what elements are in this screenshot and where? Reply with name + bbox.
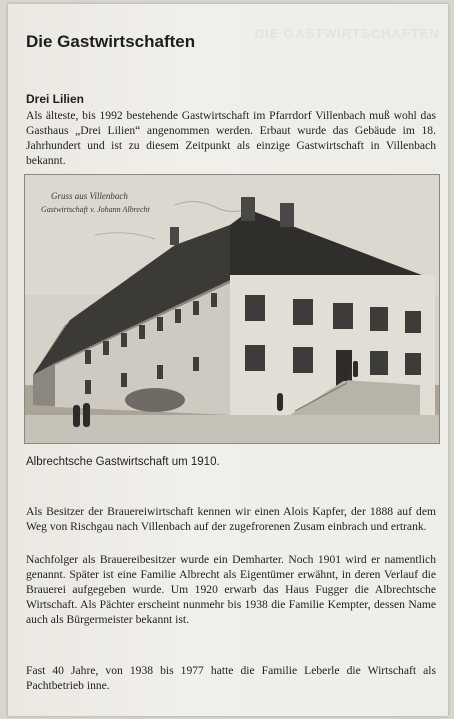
book-page (8, 4, 448, 716)
intro-paragraph: Als älteste, bis 1992 bestehende Gastwirtschaft im Pfarrdorf Villenbach muß wohl das Gasthaus „Drei Lilien“ angenommen werden. Erbaut wurde das Gebäude im 18. Jahrhundert und ist zu diesem Zeitpunkt als einzige Gastwirtschaft in Villenbach bekannt. (26, 109, 436, 167)
photo-caption: Albrechtsche Gastwirtschaft um 1910. (26, 456, 220, 468)
section-heading: Drei Lilien (26, 92, 85, 106)
show-through-text: DIE GASTWIRTSCHAFTEN (254, 26, 440, 41)
paragraph-2: Nachfolger als Brauereibesitzer wurde ein Demharter. Noch 1901 wird er namentlich genannt. Später ist eine Familie Albrecht als Eigentümer erwähnt, in deren Verlauf die Brauerei aufgegeben wurde. Um 1920 erwarb das Haus Fugger die Albrechtsche Wirtschaft. Als Pächter erscheint nunmehr bis 1938 die Familie Kempter, dessen Name auch als Bürgermeister bekannt ist. (26, 553, 436, 626)
postcard-inscription-2: Gastwirtschaft v. Johann Albrecht (41, 205, 150, 214)
building-illustration (25, 175, 439, 443)
historic-photo (24, 174, 440, 444)
paragraph-1: Als Besitzer der Brauereiwirtschaft kennen wir einen Alois Kapfer, der 1888 auf dem Weg von Rischgau nach Villenbach auf der zugefrorenen Zusam einbrach und ertrank. (26, 505, 436, 533)
postcard-inscription-1: Gruss aus Villenbach (51, 191, 128, 201)
page-title: Die Gastwirtschaften (26, 32, 196, 51)
paragraph-3: Fast 40 Jahre, von 1938 bis 1977 hatte die Familie Leberle die Wirtschaft als Pachtbetrieb inne. (26, 664, 436, 692)
